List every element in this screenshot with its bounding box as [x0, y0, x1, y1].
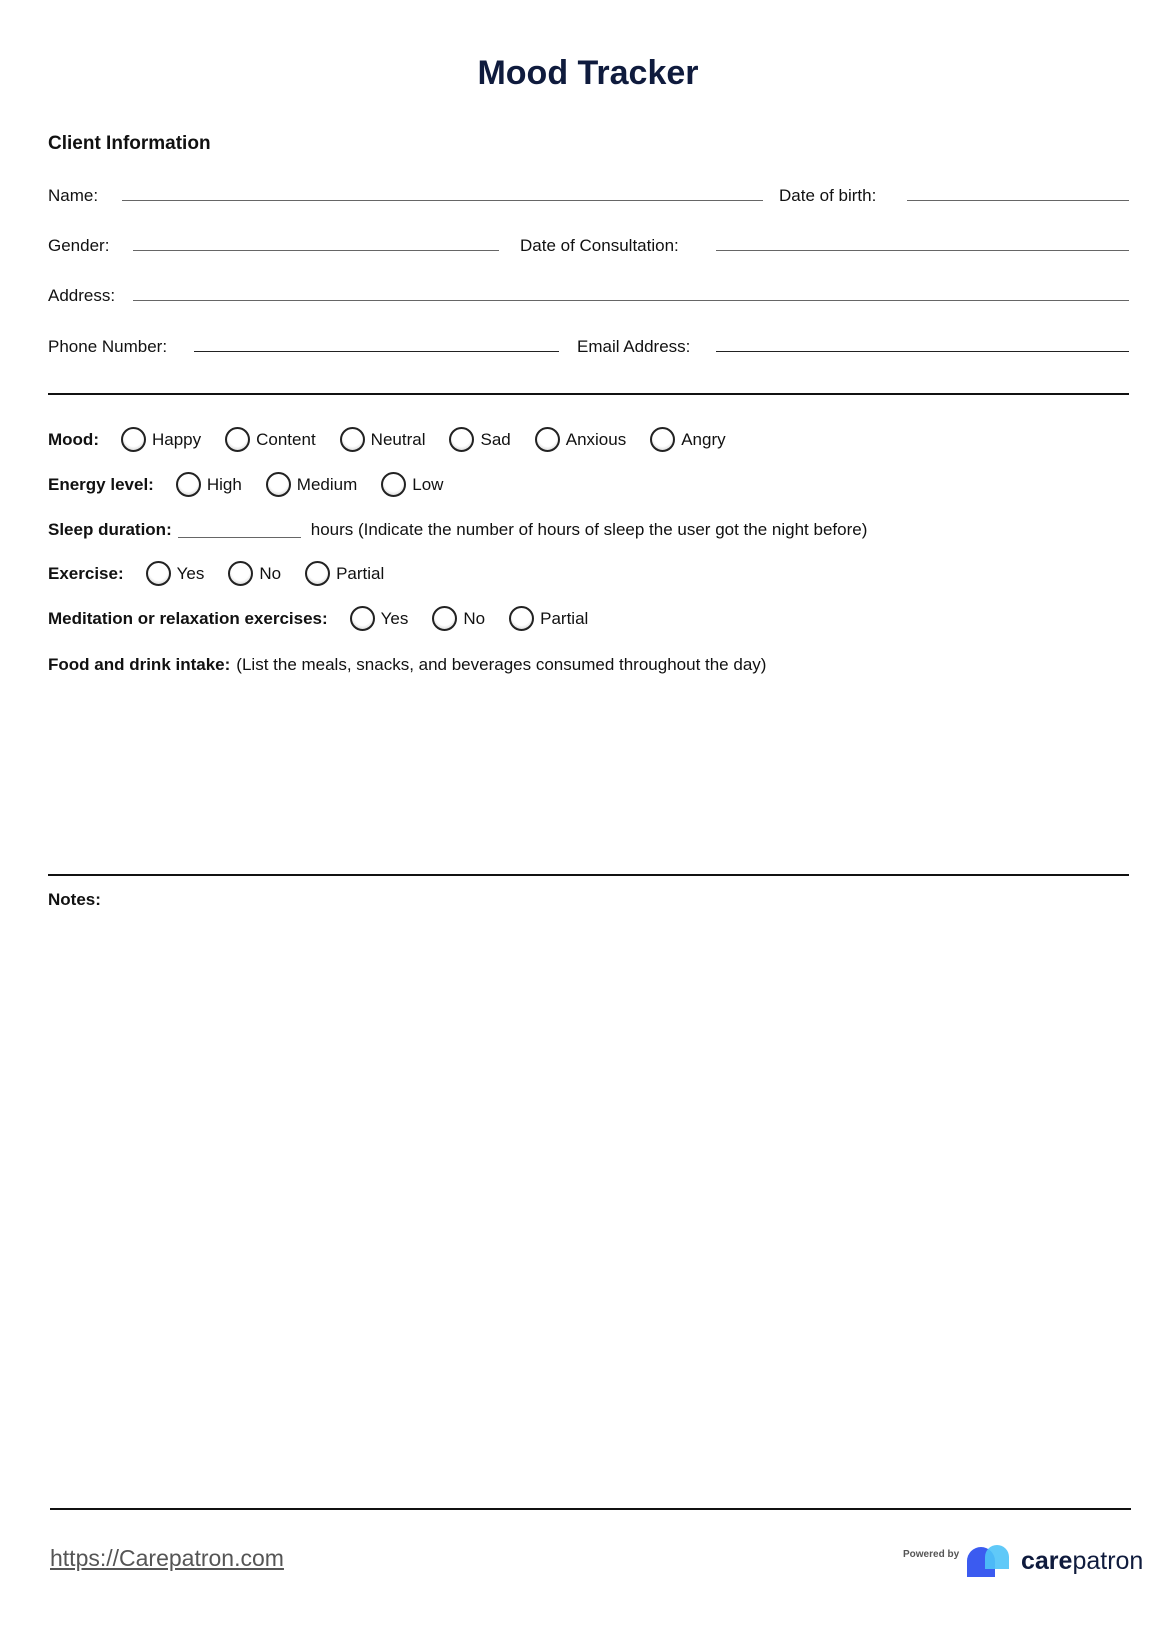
email-field[interactable] — [716, 351, 1129, 352]
option-label: Low — [412, 474, 444, 494]
food-label: Food and drink intake: — [48, 655, 231, 674]
mood-option-angry[interactable] — [650, 427, 725, 452]
meditation-option-partial[interactable] — [509, 606, 588, 631]
mood-option-happy[interactable] — [121, 427, 201, 452]
radio-icon[interactable] — [225, 427, 250, 452]
radio-icon[interactable] — [228, 561, 253, 586]
notes-text-area[interactable] — [48, 915, 1129, 1495]
option-label: High — [206, 474, 242, 494]
mood-row — [48, 427, 750, 452]
radio-icon[interactable] — [146, 561, 171, 586]
dob-field[interactable] — [907, 200, 1129, 201]
food-row — [48, 655, 766, 675]
exercise-option-no[interactable] — [228, 561, 281, 586]
option-label: Sad — [480, 429, 511, 449]
exercise-option-yes[interactable] — [146, 561, 205, 586]
option-label: Anxious — [565, 429, 627, 449]
mood-option-anxious[interactable] — [535, 427, 626, 452]
sleep-row — [48, 520, 867, 540]
food-text-area[interactable] — [48, 685, 1129, 865]
footer-divider — [50, 1508, 1131, 1510]
gender-label: Gender: — [48, 236, 110, 255]
energy-label: Energy level: — [48, 474, 154, 494]
exercise-row — [48, 561, 408, 586]
exercise-label: Exercise: — [48, 563, 124, 583]
meditation-label: Meditation or relaxation exercises: — [48, 608, 328, 628]
name-label: Name: — [48, 186, 99, 205]
option-label: Content — [256, 429, 316, 449]
phone-label: Phone Number: — [48, 337, 168, 356]
meditation-option-no[interactable] — [432, 606, 485, 631]
radio-icon[interactable] — [340, 427, 365, 452]
mood-option-neutral[interactable] — [340, 427, 426, 452]
radio-icon[interactable] — [121, 427, 146, 452]
mood-label: Mood: — [48, 429, 99, 449]
energy-option-medium[interactable] — [266, 472, 357, 497]
energy-option-low[interactable] — [381, 472, 443, 497]
mood-option-sad[interactable] — [449, 427, 510, 452]
divider — [48, 393, 1129, 395]
carepatron-link[interactable]: https://Carepatron.com — [50, 1545, 284, 1571]
sleep-hours-field[interactable] — [178, 523, 301, 538]
radio-icon[interactable] — [305, 561, 330, 586]
exercise-option-partial[interactable] — [305, 561, 384, 586]
energy-option-high[interactable] — [176, 472, 242, 497]
radio-icon[interactable] — [266, 472, 291, 497]
energy-row — [48, 472, 467, 497]
name-field[interactable] — [122, 200, 763, 201]
gender-field[interactable] — [133, 250, 499, 251]
carepatron-logo — [967, 1545, 1143, 1577]
client-info-heading: Client Information — [48, 133, 211, 154]
brand-bold: care — [1021, 1546, 1073, 1575]
option-label: No — [259, 563, 282, 583]
option-label: Neutral — [370, 429, 426, 449]
meditation-option-yes[interactable] — [350, 606, 409, 631]
radio-icon[interactable] — [176, 472, 201, 497]
meditation-row — [48, 606, 612, 631]
option-label: Partial — [540, 608, 589, 628]
mood-option-content[interactable] — [225, 427, 316, 452]
radio-icon[interactable] — [350, 606, 375, 631]
radio-icon[interactable] — [449, 427, 474, 452]
phone-field[interactable] — [194, 351, 559, 352]
address-label: Address: — [48, 286, 116, 305]
powered-by-label: Powered by — [903, 1549, 960, 1560]
carepatron-logo-icon — [967, 1545, 1015, 1577]
notes-label: Notes: — [48, 890, 101, 909]
radio-icon[interactable] — [381, 472, 406, 497]
radio-icon[interactable] — [650, 427, 675, 452]
email-label: Email Address: — [577, 337, 691, 356]
divider — [48, 874, 1129, 876]
sleep-label: Sleep duration: — [48, 520, 172, 539]
sleep-hint: hours (Indicate the number of hours of sleep the user got the night before) — [310, 520, 868, 539]
page-title: Mood Tracker — [477, 54, 699, 92]
option-label: No — [463, 608, 486, 628]
option-label: Partial — [336, 563, 385, 583]
food-hint: (List the meals, snacks, and beverages consumed throughout the day) — [236, 655, 767, 674]
radio-icon[interactable] — [432, 606, 457, 631]
option-label: Medium — [296, 474, 358, 494]
option-label: Yes — [176, 563, 205, 583]
option-label: Yes — [380, 608, 409, 628]
option-label: Happy — [151, 429, 202, 449]
radio-icon[interactable] — [535, 427, 560, 452]
option-label: Angry — [681, 429, 726, 449]
radio-icon[interactable] — [509, 606, 534, 631]
consultation-label: Date of Consultation: — [520, 236, 679, 255]
brand-rest: patron — [1072, 1546, 1144, 1575]
consultation-field[interactable] — [716, 250, 1129, 251]
dob-label: Date of birth: — [779, 186, 877, 205]
address-field[interactable] — [133, 300, 1129, 301]
